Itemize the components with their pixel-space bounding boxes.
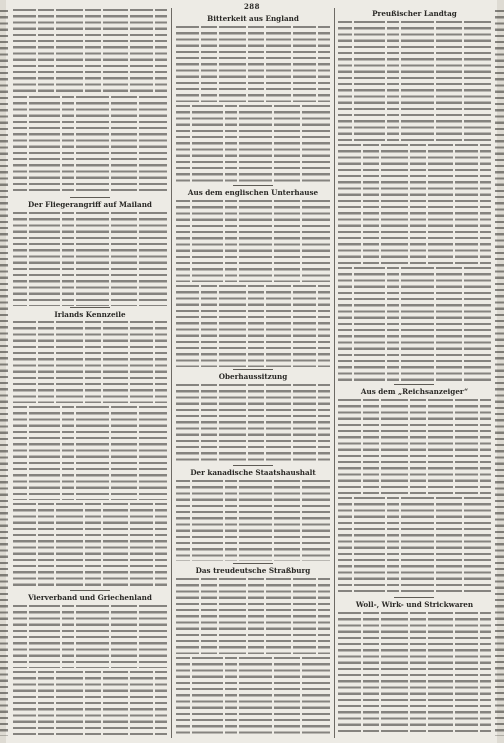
article-heading: Preußischer Landtag <box>372 9 457 18</box>
article-text <box>338 497 491 595</box>
article-text <box>176 657 330 736</box>
article-heading: Vierverband und Griechenland <box>28 593 152 602</box>
article-text <box>338 144 491 264</box>
article-heading: Woll-, Wirk- und Strickwaren <box>355 600 474 609</box>
article-separator <box>394 597 434 598</box>
article-text <box>338 612 491 736</box>
adjacent-page-text-left <box>0 10 8 736</box>
article-text <box>176 26 330 102</box>
article-separator <box>70 307 110 308</box>
article-text <box>13 406 167 500</box>
article-text <box>338 399 491 494</box>
article-heading: Bitterkeit aus England <box>207 14 299 23</box>
article-text <box>176 384 330 463</box>
adjacent-page-text-right <box>495 10 504 736</box>
article-text <box>176 285 330 367</box>
article-heading: Der kanadische Staatshaushalt <box>190 468 316 477</box>
article-heading: Irlands Kennzeile <box>54 310 126 319</box>
article-text <box>176 105 330 182</box>
article-separator <box>70 590 110 591</box>
article-heading: Oberhaussitzung <box>218 372 288 381</box>
page-number: 288 <box>243 2 261 11</box>
article-separator <box>70 197 110 198</box>
article-separator <box>233 185 273 186</box>
column-divider <box>334 8 335 738</box>
article-separator <box>233 369 273 370</box>
column-divider <box>171 8 172 738</box>
article-text <box>13 503 167 587</box>
article-text <box>338 21 491 141</box>
article-heading: Aus dem „Reichsanzeiger“ <box>360 387 469 396</box>
article-text <box>13 605 167 668</box>
article-heading: Aus dem englischen Unterhause <box>187 188 319 197</box>
article-heading: Der Fliegerangriff auf Mailand <box>28 200 152 209</box>
article-text <box>176 200 330 282</box>
article-text <box>13 671 167 736</box>
article-text <box>176 578 330 654</box>
article-separator <box>394 384 434 385</box>
article-text <box>338 267 491 382</box>
article-separator <box>233 563 273 564</box>
article-text <box>13 321 167 403</box>
article-text <box>176 480 330 561</box>
article-heading: Das treudeutsche Straßburg <box>195 566 311 575</box>
article-text <box>13 96 167 192</box>
article-separator <box>233 465 273 466</box>
article-text <box>13 212 167 306</box>
article-text <box>13 9 167 93</box>
